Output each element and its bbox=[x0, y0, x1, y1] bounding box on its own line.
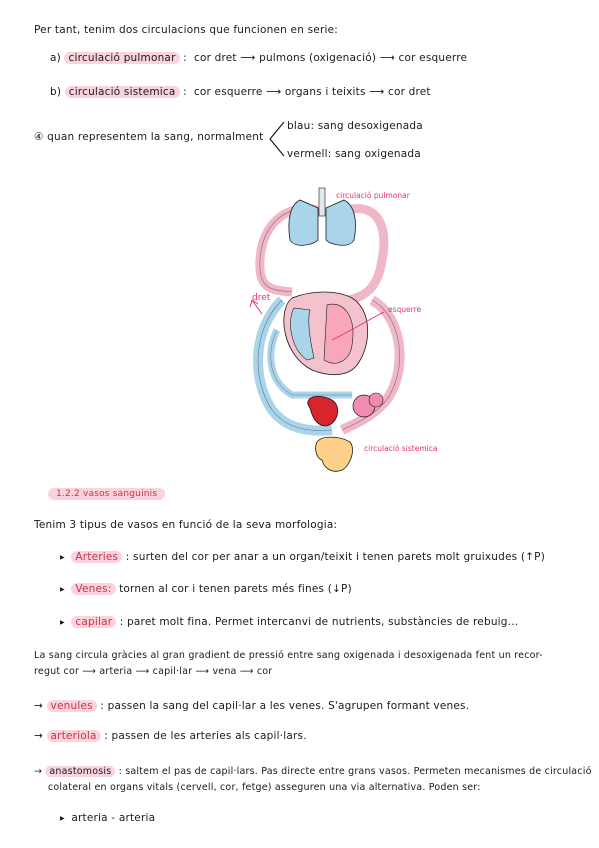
arteriola-label: arteriola bbox=[47, 730, 101, 742]
circulation-diagram bbox=[232, 180, 412, 480]
bullet-icon: ▶ bbox=[60, 554, 65, 561]
bullet-last-text: arteria - arteria bbox=[71, 812, 156, 824]
bullet-icon: ▶ bbox=[60, 619, 65, 626]
label-sistemica: circulació sistemica bbox=[364, 444, 438, 453]
anastomosis-text-1: : saltem el pas de capil·lars. Pas directe entre grans vasos. Permeten mecanismes de circulació bbox=[118, 766, 592, 777]
vessel-types-intro: Tenim 3 tipus de vasos en funció de la seva morfologia: bbox=[34, 519, 338, 531]
venules-label: venules bbox=[47, 700, 97, 712]
note-marker: ④ bbox=[34, 131, 44, 143]
arteriola bbox=[34, 730, 307, 742]
left-lung bbox=[289, 200, 318, 245]
circulation-b-label: circulació sistemica bbox=[65, 86, 180, 98]
type-venes bbox=[60, 583, 352, 595]
circulation-a bbox=[50, 52, 467, 64]
right-lung bbox=[326, 200, 356, 245]
sang-line-1: La sang circula gràcies al gran gradient de pressió entre sang oxigenada i desoxigenada fent un recor- bbox=[34, 650, 543, 661]
circulation-b-text: cor esquerre ⟶ organs i teixits ⟶ cor dret bbox=[193, 86, 431, 98]
type-capilar bbox=[60, 616, 518, 628]
type-arteries-text: : surten del cor per anar a un organ/teixit i tenen parets molt gruixudes (↑P) bbox=[125, 551, 546, 563]
blood-color-note bbox=[34, 131, 263, 143]
intro-text: Per tant, tenim dos circulacions que funcionen en serie: bbox=[34, 24, 338, 36]
bullet-icon: ▶ bbox=[60, 815, 65, 822]
circulation-b-sep: : bbox=[183, 86, 187, 98]
circulation-a-text: cor dret ⟶ pulmons (oxigenació) ⟶ cor esquerre bbox=[193, 52, 468, 64]
arteriola-text: : passen de les arteries als capil·lars. bbox=[104, 730, 307, 742]
liver bbox=[308, 396, 338, 426]
arrow-icon: → bbox=[34, 700, 43, 712]
venules-text: : passen la sang del capil·lar a les venes. S'agrupen formant venes. bbox=[100, 700, 470, 712]
type-venes-text: tornen al cor i tenen parets més fines (↓P) bbox=[119, 583, 352, 595]
circulation-b-marker: b) bbox=[50, 86, 62, 98]
arrow-icon: → bbox=[34, 730, 43, 742]
note-blue: blau: sang desoxigenada bbox=[287, 120, 423, 132]
type-arteries-label: Arteries bbox=[71, 551, 122, 563]
circulation-a-marker: a) bbox=[50, 52, 61, 64]
type-venes-label: Venes: bbox=[71, 583, 115, 595]
label-dret: dret bbox=[252, 293, 271, 303]
circulation-b bbox=[50, 86, 431, 98]
brace-icon bbox=[266, 118, 288, 160]
anastomosis bbox=[34, 766, 592, 777]
label-pulmonar: circulació pulmonar bbox=[336, 191, 410, 200]
section-heading bbox=[48, 487, 165, 499]
type-capilar-label: capilar bbox=[71, 616, 116, 628]
note-text: quan representem la sang, normalment bbox=[47, 131, 264, 143]
stomach bbox=[316, 437, 353, 471]
venules bbox=[34, 700, 469, 712]
trachea bbox=[319, 188, 325, 216]
type-capilar-text: : paret molt fina. Permet intercanvi de nutrients, substàncies de rebuig... bbox=[119, 616, 519, 628]
bullet-icon: ▶ bbox=[60, 586, 65, 593]
note-red: vermell: sang oxigenada bbox=[287, 148, 421, 160]
type-arteries bbox=[60, 551, 545, 563]
sang-line-2: regut cor ⟶ arteria ⟶ capil·lar ⟶ vena ⟶ cor bbox=[34, 666, 273, 677]
circulation-a-sep: : bbox=[183, 52, 187, 64]
section-title: 1.2.2 vasos sanguinis bbox=[48, 488, 165, 500]
arrow-icon: → bbox=[34, 766, 43, 777]
bullet-last bbox=[60, 812, 155, 824]
circulation-a-label: circulació pulmonar bbox=[64, 52, 179, 64]
label-esquerre: esquerre bbox=[388, 305, 422, 314]
anastomosis-label: anastomosis bbox=[45, 766, 115, 777]
anastomosis-text-2: colateral en organs vitals (cervell, cor, fetge) asseguren una via alternativa. Poden ser: bbox=[48, 782, 481, 793]
